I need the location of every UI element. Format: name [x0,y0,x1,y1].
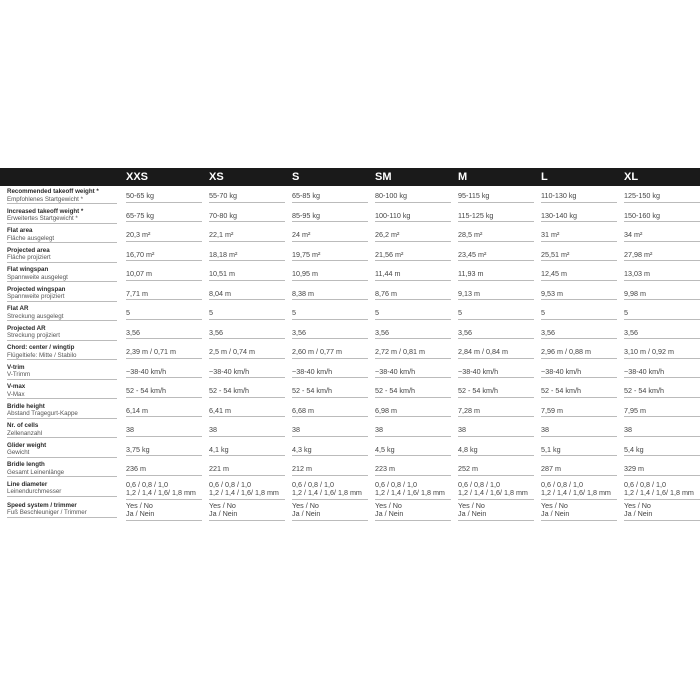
table-cell: 13,03 m [624,270,700,281]
table-cell: 3,10 m / 0,92 m [624,348,700,359]
table-row [0,401,700,421]
cell-line: Ja / Nein [541,509,570,518]
row-label [7,481,117,497]
table-cell: 95-115 kg [458,192,534,203]
column-header-l: L [541,171,548,183]
table-row [0,225,700,245]
row-label-de: Spannweite ausgelegt [7,273,68,281]
cell-line: Yes / No [624,500,651,510]
cell-line: 1,2 / 1,4 / 1,6/ 1,8 mm [624,488,694,497]
table-cell [458,481,534,500]
table-cell: 3,75 kg [126,446,202,457]
table-cell: 19,75 m² [292,251,368,262]
row-label [7,442,117,458]
table-cell: ~38-40 km/h [375,368,451,379]
table-cell: ~38-40 km/h [541,368,617,379]
table-cell [209,481,285,500]
table-cell: 7,71 m [126,290,202,301]
row-label-en: Line diameter [7,480,48,488]
column-header-xs: XS [209,171,224,183]
cell-line: 0,6 / 0,8 / 1,0 [458,479,500,489]
table-cell: 38 [375,426,451,437]
row-label [7,422,117,438]
row-label-de: V-Trimm [7,371,31,378]
table-row [0,420,700,440]
table-cell: 2,5 m / 0,74 m [209,348,285,359]
table-cell: 5 [541,309,617,320]
row-label [7,266,117,282]
table-cell: 8,76 m [375,290,451,301]
table-row [0,264,700,284]
table-cell: 52 - 54 km/h [126,387,202,398]
table-cell: ~38-40 km/h [126,368,202,379]
table-row [0,362,700,382]
table-cell: 2,60 m / 0,77 m [292,348,368,359]
row-label-en: Flat AR [7,305,29,312]
cell-line: 1,2 / 1,4 / 1,6/ 1,8 mm [458,488,528,497]
table-cell: 7,28 m [458,407,534,418]
row-label-en: Increased takeoff weight * [7,207,84,215]
table-cell: 21,56 m² [375,251,451,262]
row-label-en: Projected wingspan [7,285,66,293]
table-cell: 3,56 [292,329,368,340]
row-label [7,325,117,341]
table-row [0,342,700,362]
cell-line: 0,6 / 0,8 / 1,0 [375,479,417,489]
table-cell: 3,56 [209,329,285,340]
table-cell: 10,07 m [126,270,202,281]
row-label-en: Flat area [7,227,33,234]
table-cell: 4,5 kg [375,446,451,457]
row-label-de: Streckung projiziert [7,332,60,339]
table-cell: 52 - 54 km/h [458,387,534,398]
table-cell: 3,56 [458,329,534,340]
table-cell: 11,44 m [375,270,451,281]
table-cell: 7,95 m [624,407,700,418]
cell-line: 1,2 / 1,4 / 1,6/ 1,8 mm [541,488,611,497]
table-cell: 5 [624,309,700,320]
table-cell: 25,51 m² [541,251,617,262]
table-row [0,206,700,226]
cell-line: Ja / Nein [624,509,653,518]
table-cell: 6,14 m [126,407,202,418]
row-label-de: Gewicht [7,449,30,456]
cell-line: Ja / Nein [209,509,238,518]
table-cell: 38 [541,426,617,437]
table-cell [292,481,368,500]
row-label-en: V-max [7,383,26,390]
table-cell: 65-85 kg [292,192,368,203]
table-cell [624,502,700,521]
table-cell: 20,3 m² [126,231,202,242]
table-cell: 50-65 kg [126,192,202,203]
row-label-en: Bridle length [7,461,45,468]
row-label [7,305,117,321]
table-cell: 38 [126,426,202,437]
table-cell: 8,38 m [292,290,368,301]
table-cell: 2,96 m / 0,88 m [541,348,617,359]
table-cell: 5 [458,309,534,320]
row-label-de: Fuß Beschleuniger / Trimmer [7,509,87,516]
row-label-de: Abstand Tragegurt-Kappe [7,410,78,417]
table-cell: 28,5 m² [458,231,534,242]
table-cell: 38 [458,426,534,437]
table-cell: 85-95 kg [292,212,368,223]
table-cell: 12,45 m [541,270,617,281]
row-label [7,188,117,204]
row-label-de: Fläche projiziert [7,254,51,261]
row-label-de: Leinendurchmesser [7,488,62,495]
table-cell: 100-110 kg [375,212,451,223]
row-label [7,227,117,243]
row-label-en: Nr. of cells [7,422,39,429]
table-cell: 6,68 m [292,407,368,418]
cell-line: Yes / No [126,500,153,510]
table-cell: 9,98 m [624,290,700,301]
table-cell: 329 m [624,465,700,476]
table-cell: 221 m [209,465,285,476]
table-cell: 3,56 [541,329,617,340]
cell-line: 1,2 / 1,4 / 1,6/ 1,8 mm [292,488,362,497]
table-cell: 38 [292,426,368,437]
table-cell: 3,56 [375,329,451,340]
column-header-m: M [458,171,468,183]
row-label [7,364,117,380]
cell-line: 0,6 / 0,8 / 1,0 [292,479,334,489]
table-cell: 70-80 kg [209,212,285,223]
cell-line: 0,6 / 0,8 / 1,0 [209,479,251,489]
table-cell: 223 m [375,465,451,476]
table-cell: 6,98 m [375,407,451,418]
table-cell: ~38-40 km/h [209,368,285,379]
table-cell: 10,95 m [292,270,368,281]
table-cell [541,481,617,500]
table-cell: 10,51 m [209,270,285,281]
row-label-de: Spannweite projiziert [7,293,65,300]
column-header-xxs: XXS [126,171,149,183]
table-cell: 3,56 [126,329,202,340]
table-cell: 65-75 kg [126,212,202,223]
table-cell: 52 - 54 km/h [292,387,368,398]
table-cell: 150-160 kg [624,212,700,223]
table-row [0,459,700,479]
table-cell: ~38-40 km/h [458,368,534,379]
table-cell: ~38-40 km/h [292,368,368,379]
table-cell: 7,59 m [541,407,617,418]
column-header-xl: XL [624,171,639,183]
table-cell: 3,56 [624,329,700,340]
table-row [0,245,700,265]
column-header-s: S [292,171,300,183]
table-cell: 5 [375,309,451,320]
cell-line: 0,6 / 0,8 / 1,0 [126,479,168,489]
cell-line: Ja / Nein [292,509,321,518]
table-cell: 5 [126,309,202,320]
row-label-de: Zellenanzahl [7,429,43,437]
row-label [7,461,117,477]
table-cell: 34 m² [624,231,700,242]
table-cell: 2,39 m / 0,71 m [126,348,202,359]
row-label [7,344,117,360]
table-cell: 236 m [126,465,202,476]
table-row [0,440,700,460]
table-cell [292,502,368,521]
table-row [0,500,700,521]
table-cell: 4,3 kg [292,446,368,457]
table-cell [126,502,202,521]
table-header [0,168,700,186]
row-label [7,286,117,302]
table-cell: 31 m² [541,231,617,242]
table-cell [126,481,202,500]
table-cell: 11,93 m [458,270,534,281]
row-label-de: Fläche ausgelegt [7,234,55,242]
row-label-en: Bridle height [7,402,45,410]
table-cell: 115-125 kg [458,212,534,223]
row-label [7,502,117,518]
table-cell: 5,1 kg [541,446,617,457]
table-row [0,381,700,401]
row-label-en: Recommended takeoff weight * [7,188,99,195]
row-label-de: V-Max [7,390,25,398]
table-cell: 9,13 m [458,290,534,301]
row-label [7,383,117,399]
table-cell: 252 m [458,465,534,476]
table-cell: 130-140 kg [541,212,617,223]
row-label [7,208,117,224]
table-cell: 24 m² [292,231,368,242]
table-row [0,303,700,323]
table-cell [458,502,534,521]
table-cell: 287 m [541,465,617,476]
cell-line: 1,2 / 1,4 / 1,6/ 1,8 mm [126,488,196,497]
table-cell [209,502,285,521]
table-row [0,323,700,343]
row-label-en: V-trim [7,363,25,371]
row-label-en: Flat wingspan [7,266,49,273]
cell-line: Yes / No [209,500,236,510]
table-body [0,186,700,521]
cell-line: 0,6 / 0,8 / 1,0 [541,479,583,489]
cell-line: Ja / Nein [375,509,404,518]
table-cell: 125-150 kg [624,192,700,203]
table-cell: 23,45 m² [458,251,534,262]
cell-line: 1,2 / 1,4 / 1,6/ 1,8 mm [375,488,445,497]
table-row [0,284,700,304]
table-cell: 5 [209,309,285,320]
table-cell: 5 [292,309,368,320]
cell-line: Yes / No [458,500,485,510]
cell-line: 0,6 / 0,8 / 1,0 [624,479,666,489]
row-label-en: Speed system / trimmer [7,501,77,509]
table-cell: 52 - 54 km/h [375,387,451,398]
column-header-sm: SM [375,171,392,183]
row-label-de: Streckung ausgelegt [7,312,64,320]
table-cell: 4,8 kg [458,446,534,457]
table-cell: 110-130 kg [541,192,617,203]
table-cell: 5,4 kg [624,446,700,457]
cell-line: 1,2 / 1,4 / 1,6/ 1,8 mm [209,488,279,497]
table-cell: 80-100 kg [375,192,451,203]
cell-line: Ja / Nein [458,509,487,518]
table-cell: 26,2 m² [375,231,451,242]
table-cell: ~38-40 km/h [624,368,700,379]
specs-table [0,168,700,521]
table-row [0,479,700,500]
row-label-de: Empfohlenes Startgewicht * [7,195,84,203]
row-label [7,403,117,419]
row-label-en: Projected area [7,246,50,254]
table-cell: 212 m [292,465,368,476]
cell-line: Yes / No [292,500,319,510]
row-label [7,247,117,263]
table-cell [624,481,700,500]
table-cell [375,481,451,500]
row-label-en: Glider weight [7,441,47,449]
table-cell: 55-70 kg [209,192,285,203]
cell-line: Yes / No [375,500,402,510]
row-label-en: Projected AR [7,324,46,332]
table-cell: 18,18 m² [209,251,285,262]
table-cell: 22,1 m² [209,231,285,242]
table-cell [375,502,451,521]
table-cell: 2,84 m / 0,84 m [458,348,534,359]
table-cell: 52 - 54 km/h [624,387,700,398]
table-cell: 9,53 m [541,290,617,301]
table-cell: 38 [209,426,285,437]
table-cell: 4,1 kg [209,446,285,457]
table-row [0,186,700,206]
table-cell: 52 - 54 km/h [209,387,285,398]
table-cell: 16,70 m² [126,251,202,262]
row-label-de: Flügeltiefe: Mitte / Stabilo [7,351,77,359]
table-cell: 8,04 m [209,290,285,301]
table-cell: 27,98 m² [624,251,700,262]
row-label-de: Erweitertes Startgewicht * [7,215,78,222]
table-cell: 38 [624,426,700,437]
cell-line: Ja / Nein [126,509,155,518]
table-cell: 6,41 m [209,407,285,418]
table-cell: 2,72 m / 0,81 m [375,348,451,359]
cell-line: Yes / No [541,500,568,510]
row-label-en: Chord: center / wingtip [7,344,75,351]
table-cell [541,502,617,521]
table-cell: 52 - 54 km/h [541,387,617,398]
row-label-de: Gesamt Leinenlänge [7,468,65,476]
